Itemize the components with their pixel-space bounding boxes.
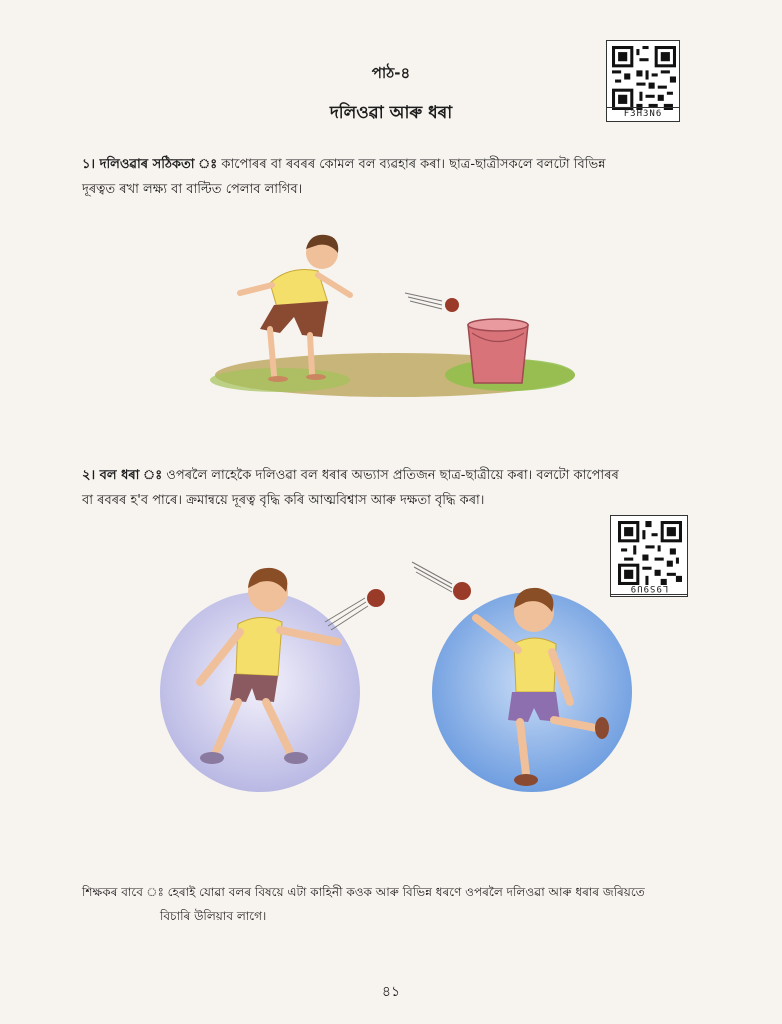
section-catching-ball	[82, 463, 702, 513]
ball-icon	[405, 293, 459, 312]
section-text-line1: ওপৰলৈ লাহেকৈ দলিওৱা বল ধৰাৰ অভ্যাস প্ৰতিজন ছাত্ৰ-ছাত্ৰীয়ে কৰা। বলটো কাপোৰৰ	[166, 468, 619, 483]
ball-icon	[412, 562, 471, 600]
section-catching-accuracy	[82, 152, 702, 202]
teacher-note-line1: হেৰাই যোৱা বলৰ বিষয়ে এটা কাহিনী কওক আৰু বিভিন্ন ধৰণে ওপৰলৈ দলিওৱা আৰু ধৰাৰ জৰিয়তে	[167, 885, 645, 899]
section-heading: ১। দলিওৱাৰ সঠিকতা ঃ	[82, 157, 218, 172]
ball-icon	[325, 589, 385, 630]
section-text-line1: কাপোৰৰ বা ৰবৰৰ কোমল বল ব্যৱহাৰ কৰা। ছাত্ৰ-ছাত্ৰীসকলে বলটো বিভিন্ন	[221, 157, 606, 172]
qr-code-label: F3H3N6	[607, 107, 679, 120]
qr-code-top[interactable]	[606, 40, 680, 122]
teacher-note	[82, 880, 722, 928]
catching-illustration	[150, 552, 650, 802]
lesson-title: দলিওৱা আৰু ধৰা	[329, 103, 453, 123]
bucket-icon	[468, 319, 528, 383]
qr-code-label: L9S9U9	[611, 582, 687, 595]
teacher-note-line2: বিচাৰি উলিয়াব লাগে।	[160, 909, 267, 923]
page-number: ৪১	[381, 984, 401, 1000]
qr-pattern-icon	[612, 46, 676, 110]
teacher-note-label: শিক্ষকৰ বাবে ঃ	[82, 885, 164, 899]
section-heading: ২। বল ধৰা ঃ	[82, 468, 163, 483]
throwing-illustration	[210, 225, 580, 410]
section-text-line2: বা ৰবৰৰ হ'ব পাৰে। ক্ৰমান্বয়ে দূৰত্ব বৃদ্ধি কৰি আত্মবিশ্বাস আৰু দক্ষতা বৃদ্ধি কৰা।	[82, 493, 485, 508]
section-text-line2: দূৰত্বত ৰখা লক্ষ্য বা বাল্টিত পেলাব লাগিব।	[82, 182, 303, 197]
lesson-number: পাঠ-৪	[371, 64, 411, 82]
